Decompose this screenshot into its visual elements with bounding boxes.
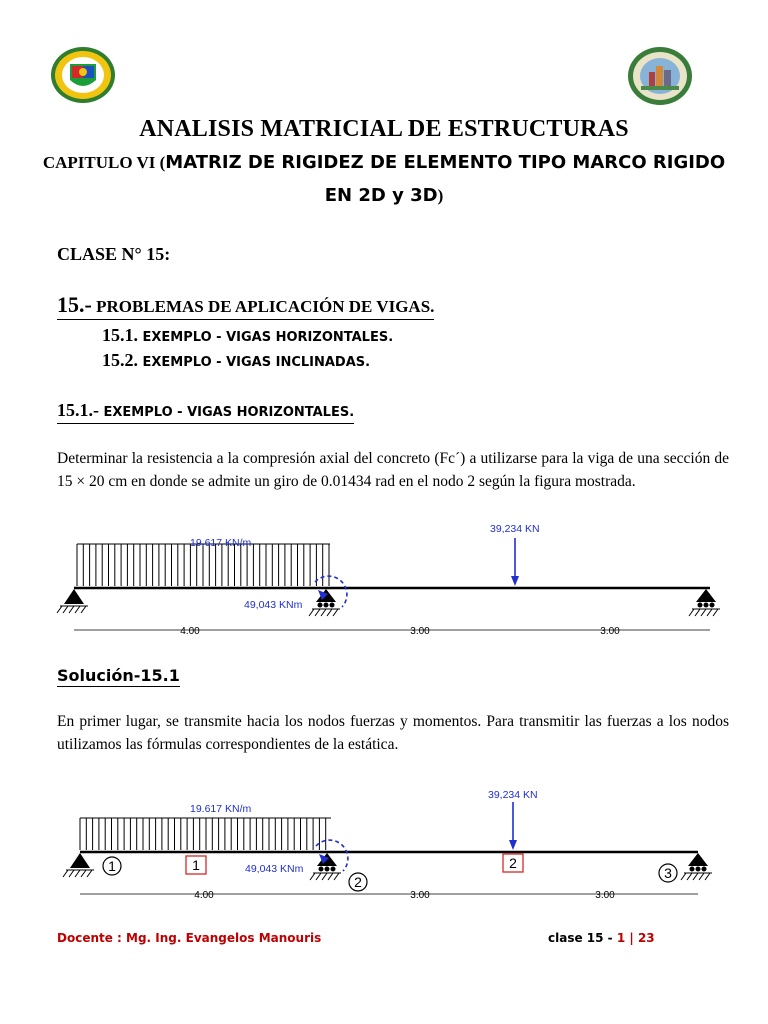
moment-arrow	[315, 576, 347, 607]
subsection-number: 15.1.-	[57, 400, 99, 420]
element-marker-1	[186, 856, 206, 874]
support-node-3	[689, 589, 720, 616]
section-number: 15.-	[57, 292, 92, 317]
load-arrows	[80, 818, 326, 850]
support-node-3	[681, 853, 712, 880]
point-load-arrow	[509, 802, 517, 850]
section-item-2	[102, 350, 370, 371]
section-item-1	[102, 325, 393, 346]
subsection-heading	[57, 400, 354, 424]
dim-label-3: 3.00	[600, 626, 620, 637]
node-marker-2	[349, 873, 367, 891]
section-heading	[57, 294, 434, 320]
moment-label: 49,043 KNm	[244, 599, 303, 611]
node-marker-1	[103, 857, 121, 875]
support-node-1	[57, 589, 88, 613]
faculty-logo	[627, 46, 693, 106]
distributed-load-label: 19.617 KN/m	[190, 803, 252, 815]
beam-figure-1	[0, 512, 768, 644]
distributed-load-label: 19.617 KN/m	[190, 537, 252, 549]
footer-clase: clase 15 -	[548, 931, 617, 945]
chapter-title-2: EN 2D y 3D	[324, 185, 438, 206]
chapter-subtitle-line2	[0, 185, 768, 206]
footer-page	[548, 931, 655, 945]
moment-label: 49,043 KNm	[245, 863, 304, 875]
problem-statement: Determinar la resistencia a la compresión axial del concreto (Fc´) a utilizarse para la viga de una sección de 15 × 20 cm en donde se admite un giro de 0.01434 rad en el nodo 2 según la figura mostrada.	[57, 450, 729, 490]
chapter-close: )	[437, 186, 444, 205]
item-label: EXEMPLO - VIGAS INCLINADAS.	[138, 355, 371, 370]
page-separator: |	[625, 931, 638, 945]
chapter-prefix: CAPITULO VI (	[42, 153, 166, 172]
element-marker-2	[503, 854, 523, 872]
point-load-label: 39,234 KN	[490, 523, 540, 535]
subsection-title: EXEMPLO - VIGAS HORIZONTALES.	[99, 405, 355, 420]
svg-text:2: 2	[354, 874, 362, 890]
point-load-label: 39,234 KN	[488, 789, 538, 801]
dim-label-2: 3.00	[410, 890, 430, 901]
svg-text:1: 1	[192, 857, 200, 873]
dim-label-3: 3.00	[595, 890, 615, 901]
chapter-subtitle	[0, 152, 768, 173]
support-node-1	[63, 853, 94, 877]
node-marker-3	[659, 864, 677, 882]
item-number: 15.1.	[102, 325, 138, 345]
footer-docente: Docente : Mg. Ing. Evangelos Manouris	[57, 931, 322, 945]
dim-label-2: 3.00	[410, 626, 430, 637]
item-label: EXEMPLO - VIGAS HORIZONTALES.	[138, 330, 394, 345]
dim-label-1: 4.00	[194, 890, 214, 901]
svg-text:2: 2	[509, 855, 517, 871]
university-logo	[50, 46, 116, 104]
dim-label-1: 4.00	[180, 626, 200, 637]
page-title: ANALISIS MATRICIAL DE ESTRUCTURAS	[139, 116, 629, 142]
moment-arrow	[316, 840, 348, 871]
class-number: CLASE N° 15:	[57, 244, 171, 264]
point-load-arrow	[511, 538, 519, 586]
solution-heading: Solución-15.1	[57, 666, 180, 685]
chapter-title: MATRIZ DE RIGIDEZ DE ELEMENTO TIPO MARCO RIGIDO	[165, 152, 726, 173]
page-total: 23	[637, 931, 655, 945]
load-arrows	[77, 544, 329, 586]
item-number: 15.2.	[102, 350, 138, 370]
distributed-load	[77, 544, 330, 586]
beam-figure-2	[0, 782, 768, 906]
section-title: PROBLEMAS DE APLICACIÓN DE VIGAS.	[91, 297, 435, 316]
svg-text:1: 1	[108, 858, 116, 874]
solution-text: En primer lugar, se transmite hacia los nodos fuerzas y momentos. Para transmitir las fuerzas a los nodos utilizamos las fórmulas correspondientes de la estática.	[57, 713, 729, 753]
svg-text:3: 3	[664, 865, 672, 881]
distributed-load	[80, 818, 331, 850]
page-number: 1	[616, 931, 626, 945]
